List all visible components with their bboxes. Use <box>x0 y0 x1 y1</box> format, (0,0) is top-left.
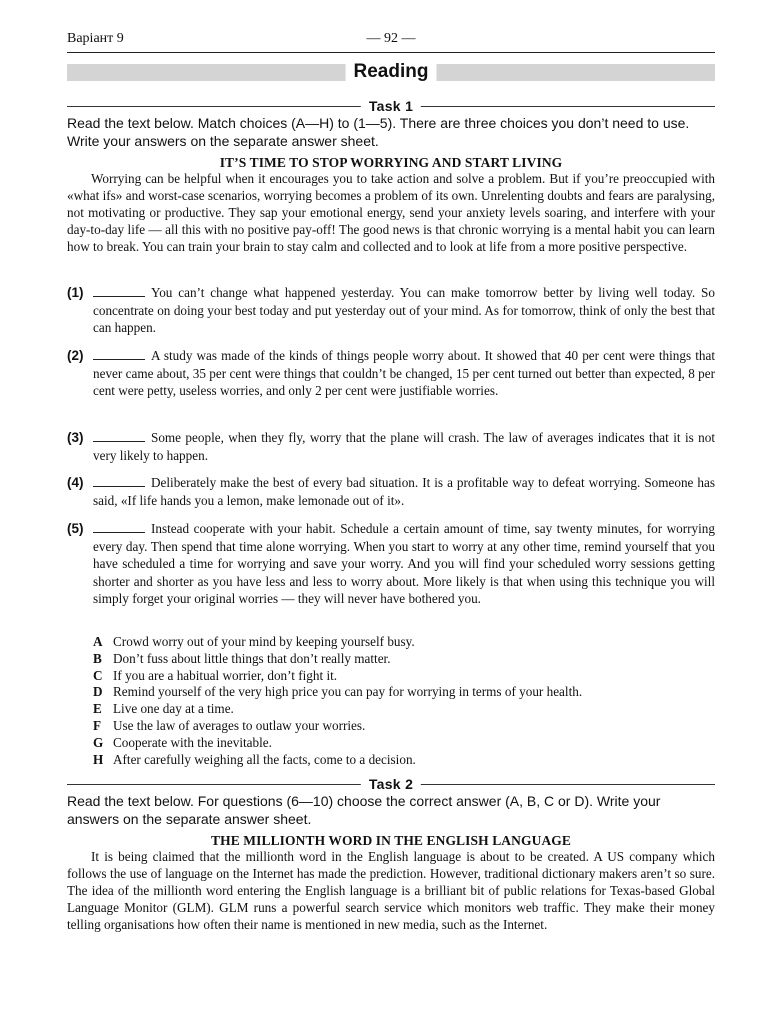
page-header <box>67 28 715 50</box>
question-item-5 <box>67 520 715 608</box>
question-text: Some people, when they fly, worry that the plane will crash. The law of averages indicates that it is not very likely to happen. <box>93 430 715 463</box>
question-item-2 <box>67 347 715 400</box>
question-number: (5) <box>67 521 84 536</box>
question-number: (4) <box>67 475 84 490</box>
task1-instructions: Read the text below. Match choices (A—H) to (1—5). There are three choices you don’t need to use. Write your answers on the separate answer sheet. <box>67 115 690 149</box>
page <box>67 28 715 932</box>
task2-label: Task 2 <box>361 775 421 793</box>
question-text: Instead cooperate with your habit. Schedule a certain amount of time, say twenty minutes, for worrying every day. Then spend that time alone worrying. When you start to worry at any other time, remind yourself that you have scheduled a time for worrying and save your worry. And you will find your scheduled worry sessions getting shorter and shorter as you have less and less to worry about. More likely is that when using this technique you will simply forget your original worries — they will never have bothered you. <box>93 521 715 606</box>
task2-title: THE MILLIONTH WORD IN THE ENGLISH LANGUAGE <box>210 833 572 848</box>
choice-item: F Use the law of averages to outlaw your worries. <box>93 717 366 733</box>
task2-text: It is being claimed that the millionth word in the English language is about to be created. A US company which follows the use of language on the Internet has made the prediction. However, traditional dictionary makers aren’t so sure. The idea of the millionth word entering the English language is a brilliant bit of public relations for Texas-based Global Language Monitor (GLM). GLM runs a powerful search service which monitors web traffic. They make their money telling organisations how often their name is mentioned in new media, such as the Internet. <box>67 849 715 932</box>
choice-item: C If you are a habitual worrier, don’t fight it. <box>93 667 338 683</box>
choice-item: B Don’t fuss about little things that don’t really matter. <box>93 650 391 666</box>
variant-label: Варіант 9 <box>67 31 124 46</box>
task1-title: IT’S TIME TO STOP WORRYING AND START LIVING <box>219 155 563 170</box>
choice-item: A Crowd worry out of your mind by keeping yourself busy. <box>93 634 415 649</box>
section-title: Reading <box>346 59 437 85</box>
header-divider <box>67 52 715 53</box>
question-item-3 <box>67 429 715 464</box>
answer-blank[interactable] <box>93 285 145 297</box>
choices-list <box>93 634 715 768</box>
question-item-4 <box>67 474 715 509</box>
task2-divider <box>67 775 715 793</box>
choice-item: E Live one day at a time. <box>93 701 234 717</box>
question-number: (1) <box>67 285 84 300</box>
question-text: A study was made of the kinds of things people worry about. It showed that 40 per cent were things that never came about, 35 per cent were things that couldn’t be changed, 15 per cent turned out better than expected, 8 per cent were petty, useless worries, and only 2 per cent were justifiable worries. <box>93 348 715 398</box>
page-number: — 92 — <box>366 31 416 46</box>
question-number: (2) <box>67 348 84 363</box>
answer-blank[interactable] <box>93 348 145 360</box>
task1-divider <box>67 97 715 115</box>
question-number: (3) <box>67 430 84 445</box>
choice-item: H After carefully weighing all the facts, come to a decision. <box>93 751 416 767</box>
answer-blank[interactable] <box>93 475 145 487</box>
answer-blank[interactable] <box>93 521 145 533</box>
question-text: Deliberately make the best of every bad situation. It is a profitable way to defeat worrying. Someone has said, «If life hands you a lemon, make lemonade out of it». <box>93 475 715 508</box>
task1-label: Task 1 <box>361 97 421 115</box>
task2-instructions: Read the text below. For questions (6—10) choose the correct answer (A, B, C or D). Write your answers on the separate answer sheet. <box>67 793 661 827</box>
choice-item: G Cooperate with the inevitable. <box>93 734 272 750</box>
question-item-1 <box>67 284 715 337</box>
answer-blank[interactable] <box>93 430 145 442</box>
task1-intro: Worrying can be helpful when it encourages you to take action and solve a problem. But if you’re preoccupied with «what ifs» and worst-case scenarios, worrying becomes a problem of its own. Unrelenting doubts and fears are paralysing, not motivating or productive. They sap your emotional energy, send your anxiety levels soaring, and interfere with your day-to-day life — all this with no positive pay-off! The good news is that chronic worrying is a mental habit you can learn how to break. You can train your brain to stay calm and collected and to look at life from a more positive perspective. <box>67 171 715 254</box>
question-text: You can’t change what happened yesterday. You can make tomorrow better by living well today. So concentrate on doing your best today and put yesterday out of your mind. As for tomorrow, think of only the best that can happen. <box>93 285 715 335</box>
choice-item: D Remind yourself of the very high price you can pay for worrying in terms of your health. <box>93 684 583 700</box>
